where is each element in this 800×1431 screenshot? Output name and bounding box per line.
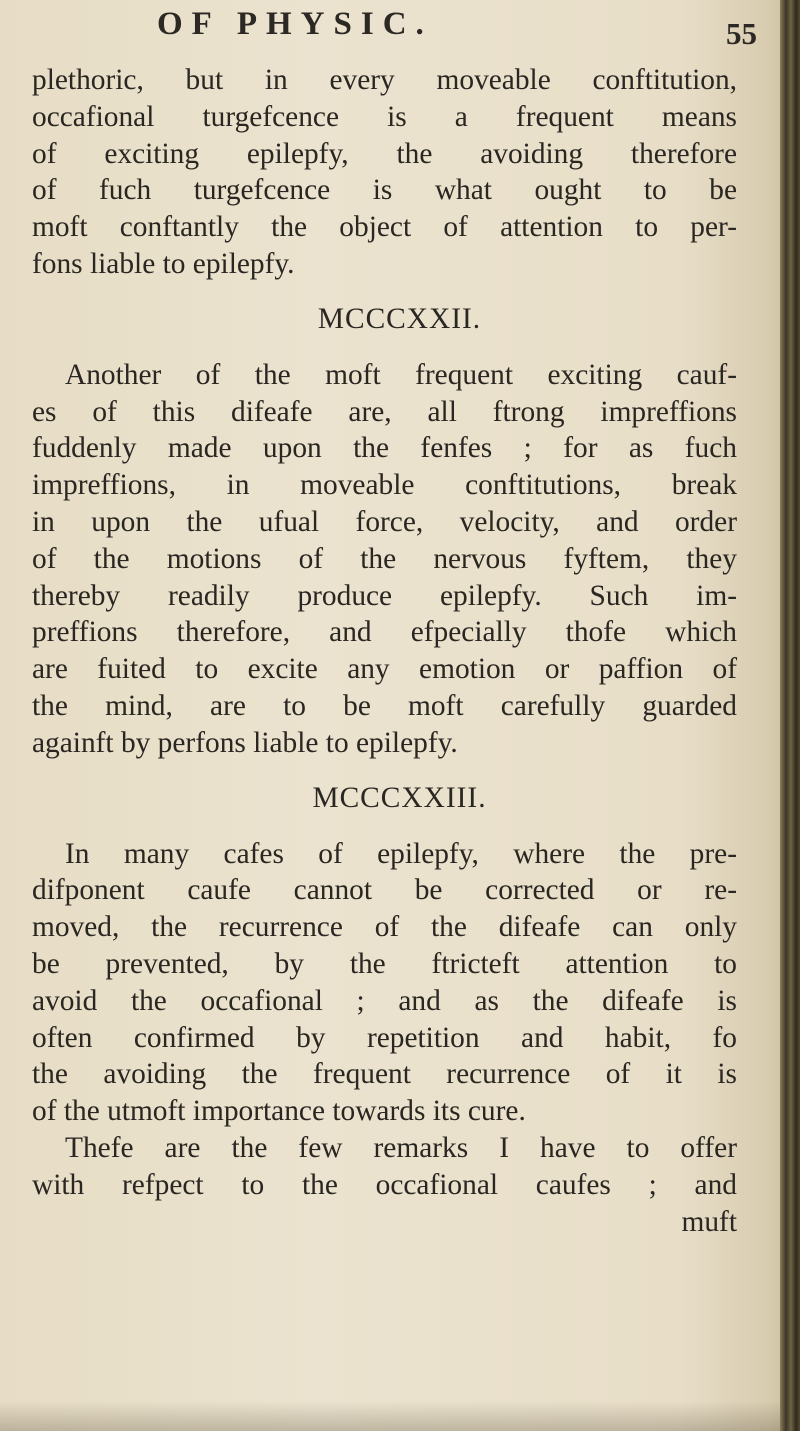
text-line: often confirmed by repetition and habit, fo	[32, 1021, 737, 1054]
text-line: of the motions of the nervous fyftem, they	[32, 542, 737, 575]
text-line: In many cafes of epilepfy, where the pre-	[65, 837, 737, 870]
text-line: es of this difeafe are, all ftrong impreffions	[32, 395, 737, 428]
text-line: Another of the moft frequent exciting cauf-	[65, 358, 737, 391]
page-header	[0, 6, 780, 56]
text-line: impreffions, in moveable conftitutions, break	[32, 469, 737, 502]
text-line: occafional turgefcence is a frequent means	[32, 100, 737, 133]
text-line: the avoiding the frequent recurrence of it is	[32, 1058, 737, 1091]
text-line: with refpect to the occafional caufes ; and	[32, 1168, 737, 1201]
paragraph	[32, 357, 737, 762]
running-title: OF PHYSIC.	[157, 6, 433, 42]
paragraph	[32, 62, 737, 283]
catchword: muft	[681, 1205, 737, 1238]
text-line: of the utmoft importance towards its cure.	[32, 1095, 526, 1128]
text-line: preffions therefore, and efpecially thofe which	[32, 616, 737, 649]
section-heading: MCCCXXIII.	[312, 782, 487, 815]
text-line: Thefe are the few remarks I have to offer	[65, 1131, 737, 1164]
text-line: fuddenly made upon the fenfes ; for as fuch	[32, 432, 737, 465]
text-line: in upon the ufual force, velocity, and order	[32, 505, 737, 538]
text-line: thereby readily produce epilepfy. Such im-	[32, 579, 737, 612]
page-edge	[780, 0, 800, 1431]
text-line: moved, the recurrence of the difeafe can only	[32, 911, 737, 944]
text-line: of exciting epilepfy, the avoiding therefore	[32, 137, 737, 170]
text-line: avoid the occafional ; and as the difeafe is	[32, 984, 737, 1017]
page-bottom-shadow	[0, 1401, 800, 1431]
text-line: the mind, are to be moft carefully guarded	[32, 689, 737, 722]
text-line: of fuch turgefcence is what ought to be	[32, 174, 737, 207]
text-line: fons liable to epilepfy.	[32, 247, 295, 280]
text-line: plethoric, but in every moveable conftitution,	[32, 64, 737, 96]
body-text	[32, 62, 737, 1240]
text-line: moft conftantly the object of attention to per-	[32, 211, 737, 244]
page-number: 55	[726, 16, 757, 51]
paragraph	[32, 836, 737, 1241]
text-line: are fuited to excite any emotion or paffion of	[32, 653, 737, 686]
text-line: difponent caufe cannot be corrected or re-	[32, 874, 737, 907]
section-heading: MCCCXXII.	[317, 303, 482, 336]
text-line: be prevented, by the ftricteft attention to	[32, 947, 737, 980]
text-line: againft by perfons liable to epilepfy.	[32, 726, 458, 759]
